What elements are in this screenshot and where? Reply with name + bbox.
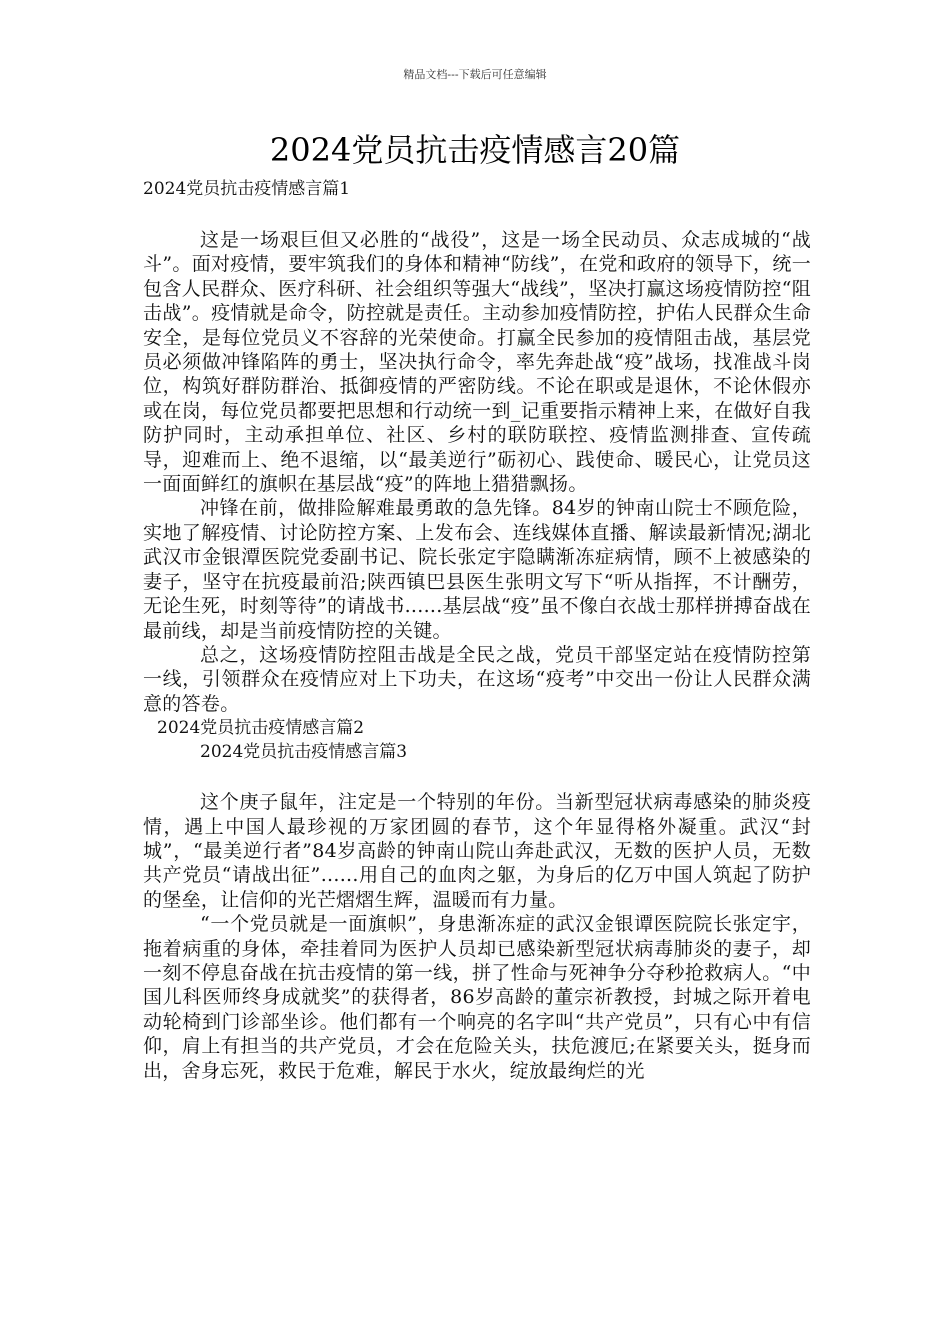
page-header: 精品文档---下载后可任意编辑 — [403, 68, 547, 81]
paragraph: 这个庚子鼠年，注定是一个特别的年份。当新型冠状病毒感染的肺炎疫情，遇上中国人最珍视的万家团圆的春节，这个年显得格外凝重。武汉“封城”，“最美逆行者”84岁高龄的钟南山院山奔赴武汉，无数的医护人员，无数共产党员“请战出征”......用自己的血肉之躯，为身后的亿万中国人筑起了防护的堡垒，让信仰的光芒熠熠生辉，温暖而有力量。 — [143, 791, 811, 911]
section-heading: 2024党员抗击疫情感言篇3 — [200, 742, 408, 763]
document-title: 2024党员抗击疫情感言20篇 — [269, 131, 681, 169]
section-heading: 2024党员抗击疫情感言篇2 — [157, 718, 365, 739]
document-body — [143, 176, 811, 1083]
paragraph: “一个党员就是一面旗帜”，身患渐冻症的武汉金银谭医院院长张定宇，拖着病重的身体，牵挂着同为医护人员却已感染新型冠状病毒肺炎的妻子，却一刻不停息奋战在抗击疫情的第一线，拼了性命与死神争分夺秒抢救病人。“中国儿科医师终身成就奖”的获得者，86岁高龄的董宗祈教授，封城之际开着电动轮椅到门诊部坐诊。他们都有一个响亮的名字叫“共产党员”，只有心中有信仰，肩上有担当的共产党员，才会在危险关头，扶危渡厄;在紧要关头，挺身而出，舍身忘死，救民于危难，解民于水火，绽放最绚烂的光 — [143, 913, 811, 1082]
paragraph: 这是一场艰巨但又必胜的“战役”，这是一场全民动员、众志成城的“战斗”。面对疫情，要牢筑我们的身体和精神“防线”，在党和政府的领导下，统一包含人民群众、医疗科研、社会组织等强大“战线”，坚决打赢这场疫情防控“阻击战”。疫情就是命令，防控就是责任。主动参加疫情防控，护佑人民群众生命安全，是每位党员义不容辞的光荣使命。打赢全民参加的疫情阻击战，基层党员必须做冲锋陷阵的勇士，坚决执行命令，率先奔赴战“疫”战场，找准战斗岗位，构筑好群防群治、抵御疫情的严密防线。不论在职或是退休，不论休假亦或在岗，每位党员都要把思想和行动统一到_记重要指示精神上来，在做好自我防护同时，主动承担单位、社区、乡村的联防联控、疫情监测排查、宣传疏导，迎难而上、绝不退缩，以“最美逆行”砺初心、践使命、暖民心，让党员这一面面鲜红的旗帜在基层战“疫”的阵地上猎猎飘扬。 — [143, 229, 811, 496]
paragraph: 冲锋在前，做排险解难最勇敢的急先锋。84岁的钟南山院士不顾危险，实地了解疫情、讨论防控方案、上发布会、连线媒体直播、解读最新情况;湖北武汉市金银潭医院党委副书记、院长张定宇隐瞒渐冻症病情，顾不上被感染的妻子，坚守在抗疫最前沿;陕西镇巴县医生张明文写下“听从指挥，不计酬劳，无论生死，时刻等待”的请战书......基层战“疫”虽不像白衣战士那样拼搏奋战在最前线，却是当前疫情防控的关键。 — [143, 497, 811, 642]
paragraph: 总之，这场疫情防控阻击战是全民之战，党员干部坚定站在疫情防控第一线，引领群众在疫情应对上下功夫，在这场“疫考”中交出一份让人民群众满意的答卷。 — [143, 643, 811, 715]
section-heading: 2024党员抗击疫情感言篇1 — [143, 179, 351, 199]
